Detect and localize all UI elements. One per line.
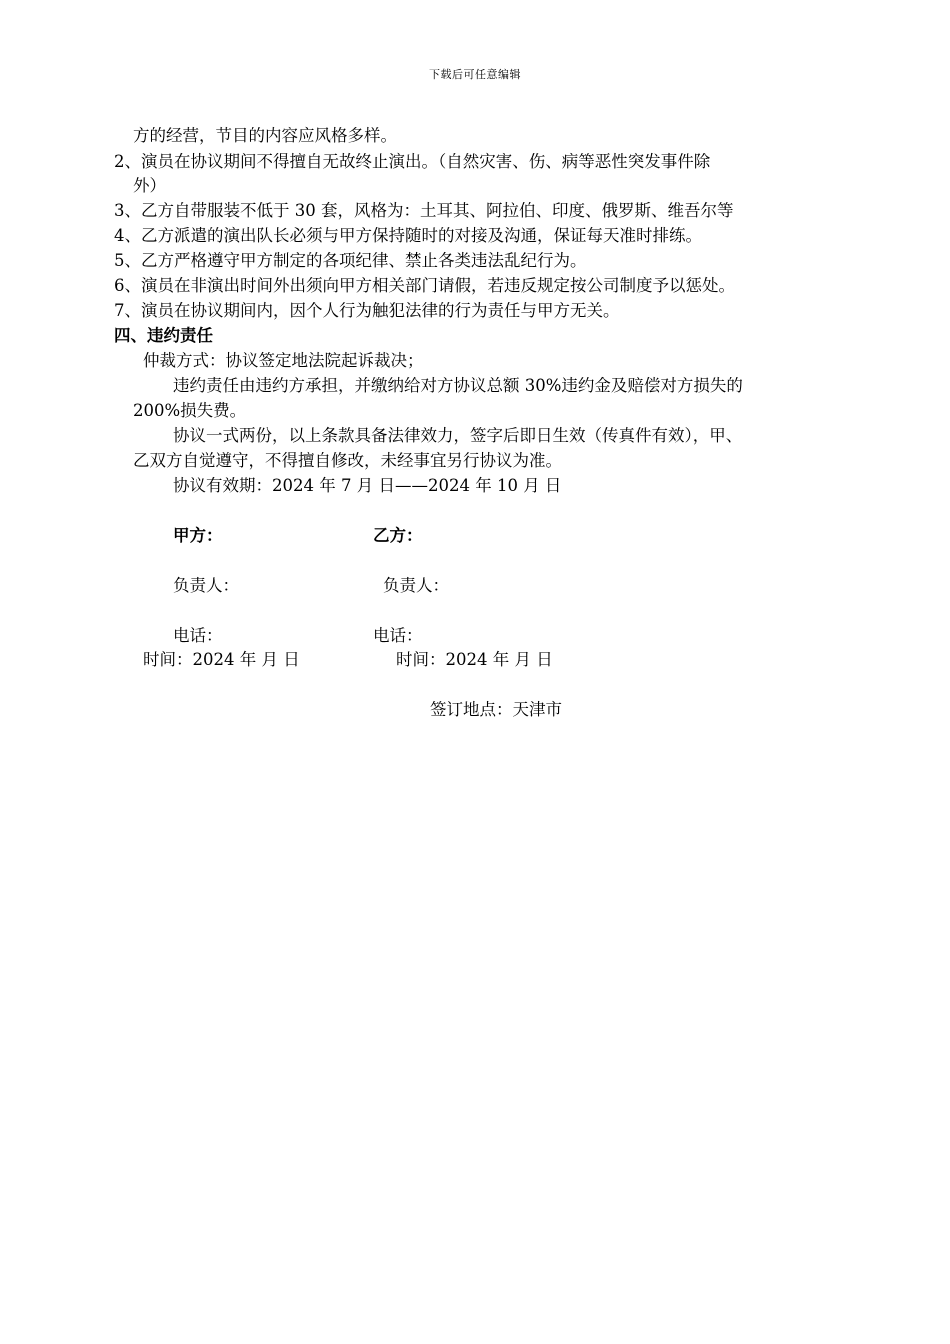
copies-text-line-1: 协议一式两份，以上条款具备法律效力，签字后即日生效（传真件有效），甲、 (173, 426, 743, 445)
party-a-phone: 电话： (173, 626, 223, 645)
clause-7: 7、演员在协议期间内，因个人行为触犯法律的行为责任与甲方无关。 (114, 301, 620, 320)
party-b-time: 时间：2024 年 月 日 (396, 650, 553, 669)
party-b-responsible: 负责人： (383, 576, 449, 595)
clause-4: 4、乙方派遣的演出队长必须与甲方保持随时的对接及沟通，保证每天准时排练。 (114, 226, 702, 245)
signing-place: 签订地点：天津市 (430, 700, 562, 719)
clause-3: 3、乙方自带服装不低于 30 套，风格为：土耳其、阿拉伯、印度、俄罗斯、维吾尔等 (114, 201, 734, 220)
clause-2-continuation: 外） (133, 176, 166, 195)
copies-text-line-2: 乙双方自觉遵守，不得擅自修改，未经事宜另行协议为准。 (133, 451, 562, 470)
party-b-phone: 电话： (373, 626, 423, 645)
page-header: 下载后可任意编辑 (429, 68, 521, 81)
liability-text-line-1: 违约责任由违约方承担，并缴纳给对方协议总额 30%违约金及赔偿对方损失的 (173, 376, 743, 395)
clause-1-continuation: 方的经营，节目的内容应风格多样。 (133, 126, 397, 145)
section-4-heading: 四、违约责任 (114, 326, 213, 345)
arbitration-text: 仲裁方式：协议签定地法院起诉裁决； (143, 351, 424, 370)
clause-2: 2、演员在协议期间不得擅自无故终止演出。（自然灾害、伤、病等恶性突发事件除 (114, 152, 711, 171)
liability-text-line-2: 200%损失费。 (133, 401, 247, 420)
clause-6: 6、演员在非演出时间外出须向甲方相关部门请假，若违反规定按公司制度予以惩处。 (114, 276, 735, 295)
validity-period: 协议有效期：2024 年 7 月 日——2024 年 10 月 日 (173, 476, 562, 495)
party-b-label: 乙方： (373, 526, 423, 545)
party-a-time: 时间：2024 年 月 日 (143, 650, 300, 669)
party-a-label: 甲方： (173, 526, 223, 545)
party-a-responsible: 负责人： (173, 576, 239, 595)
clause-5: 5、乙方严格遵守甲方制定的各项纪律、禁止各类违法乱纪行为。 (114, 251, 587, 270)
